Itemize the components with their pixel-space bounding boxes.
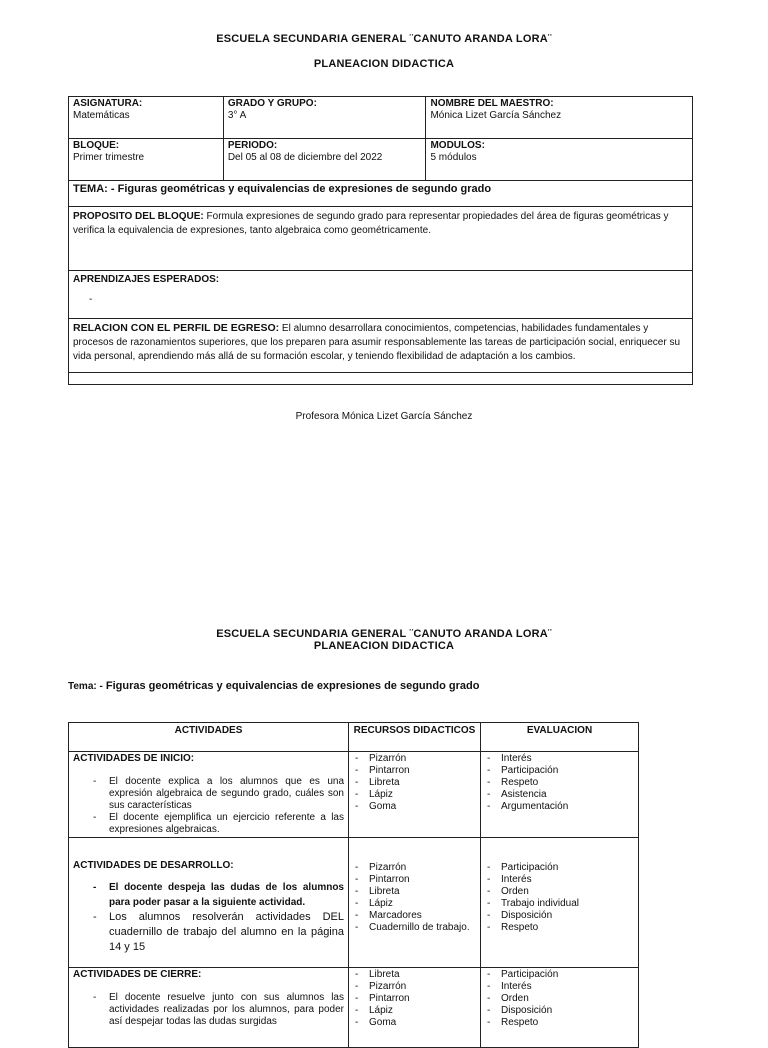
list-item: - Respeto xyxy=(485,922,634,934)
aprendizajes-row xyxy=(69,271,693,319)
asignatura-value: Matemáticas xyxy=(73,110,130,121)
list-item: - Goma xyxy=(353,801,476,813)
proposito-label: PROPOSITO DEL BLOQUE: xyxy=(73,211,204,222)
inicio-recursos xyxy=(353,753,476,813)
list-item: - Goma xyxy=(353,1017,476,1029)
relacion-value: El alumno desarrollara conocimientos, competencias, habilidades fundamentales y procesos de razonamientos superiores, que los preparen para asumir responsablemente las tareas de participación social, enriquecer su vida personal, aprendiendo más allá de su formación escolar, y teniendo flexibilidad de adaptación a los cambios. xyxy=(73,323,681,362)
asignatura-label: ASIGNATURA: xyxy=(73,98,143,109)
aprendizajes-value: - xyxy=(89,294,93,305)
list-item: - El docente resuelve junto con sus alumnos las actividades realizadas por los alumnos, para poder así despejar todas las dudas surgidas xyxy=(73,992,344,1028)
desarrollo-recursos-cell xyxy=(349,838,481,968)
tema-cell: TEMA: - Figuras geométricas y equivalencias de expresiones de segundo grado xyxy=(69,181,693,207)
modulos-value: 5 módulos xyxy=(430,152,477,163)
tema-row xyxy=(69,181,693,207)
empty-cell xyxy=(69,373,693,385)
inicio-evaluacion xyxy=(485,753,634,813)
tema-label: Tema: - xyxy=(68,681,103,692)
desarrollo-row xyxy=(69,838,639,968)
school-name-2: ESCUELA SECUNDARIA GENERAL ¨CANUTO ARANDA LORA¨ xyxy=(216,628,552,640)
list-item: - Interés xyxy=(485,981,634,993)
list-item: - El docente ejemplifica un ejercicio referente a las expresiones algebraicas. xyxy=(73,812,344,836)
desarrollo-evaluacion xyxy=(485,862,634,934)
periodo-cell xyxy=(223,139,426,181)
tema-value: Figuras geométricas y equivalencias de expresiones de segundo grado xyxy=(105,680,480,692)
maestro-label: NOMBRE DEL MAESTRO: xyxy=(430,98,554,109)
relacion-cell xyxy=(69,319,693,373)
inicio-activities-cell xyxy=(69,752,349,838)
inicio-evaluacion-cell xyxy=(481,752,639,838)
maestro-value: Mónica Lizet García Sánchez xyxy=(430,110,562,121)
relacion-label: RELACION CON EL PERFIL DE EGRESO: xyxy=(73,322,280,334)
relacion-row xyxy=(69,319,693,373)
cierre-evaluacion-cell xyxy=(481,968,639,1048)
grado-cell xyxy=(223,97,426,139)
list-item: - Argumentación xyxy=(485,801,634,813)
desarrollo-activities-cell xyxy=(69,838,349,968)
list-item: - Pizarrón xyxy=(353,862,476,874)
header-actividades: ACTIVIDADES xyxy=(69,723,349,752)
list-item: - Lápiz xyxy=(353,1005,476,1017)
cierre-row xyxy=(69,968,639,1048)
header-recursos: RECURSOS DIDACTICOS xyxy=(349,723,481,752)
list-item: - Asistencia xyxy=(485,789,634,801)
bloque-cell xyxy=(69,139,224,181)
list-item: - Pintarron xyxy=(353,874,476,886)
cierre-recursos-cell xyxy=(349,968,481,1048)
document-title: PLANEACION DIDACTICA xyxy=(313,58,455,70)
grado-label: GRADO Y GRUPO: xyxy=(227,98,317,109)
desarrollo-title: ACTIVIDADES DE DESARROLLO: xyxy=(73,860,234,871)
list-item: - Interés xyxy=(485,874,634,886)
cierre-title: ACTIVIDADES DE CIERRE: xyxy=(73,969,202,980)
list-item: - Disposición xyxy=(485,910,634,922)
list-item: - Trabajo individual xyxy=(485,898,634,910)
list-item: - Respeto xyxy=(485,777,634,789)
inicio-recursos-cell xyxy=(349,752,481,838)
inicio-row xyxy=(69,752,639,838)
list-item: - Marcadores xyxy=(353,910,476,922)
list-item: - Lápiz xyxy=(353,898,476,910)
proposito-row xyxy=(69,207,693,271)
asignatura-cell xyxy=(69,97,224,139)
cierre-recursos xyxy=(353,969,476,1029)
list-item: - Participación xyxy=(485,765,634,777)
periodo-value: Del 05 al 08 de diciembre del 2022 xyxy=(227,152,383,163)
desarrollo-recursos xyxy=(353,862,476,934)
list-item: - El docente despeja las dudas de los alumnos para poder pasar a la siguiente actividad. xyxy=(73,880,344,910)
desarrollo-evaluacion-cell xyxy=(481,838,639,968)
periodo-label: PERIODO: xyxy=(227,140,278,151)
maestro-cell xyxy=(426,97,693,139)
list-item: - Pintarron xyxy=(353,765,476,777)
list-item: - Participación xyxy=(485,969,634,981)
grado-value: 3° A xyxy=(227,110,247,121)
school-name: ESCUELA SECUNDARIA GENERAL ¨CANUTO ARANDA LORA¨ xyxy=(216,33,552,45)
bloque-value: Primer trimestre xyxy=(73,152,145,163)
list-item: - Pizarrón xyxy=(353,753,476,765)
proposito-value: Formula expresiones de segundo grado para representar propiedades del área de figuras geométricas y verifica la equivalencia de expresiones, tanto algebraica como geométricamente. xyxy=(73,211,669,236)
signature: Profesora Mónica Lizet García Sánchez xyxy=(295,411,473,422)
inicio-title: ACTIVIDADES DE INICIO: xyxy=(73,753,195,764)
info-row-2 xyxy=(69,139,693,181)
proposito-cell xyxy=(69,207,693,271)
list-item: - El docente explica a los alumnos que es una expresión algebraica de segundo grado, cuáles son sus características xyxy=(73,776,344,812)
aprendizajes-label: APRENDIZAJES ESPERADOS: xyxy=(73,274,220,285)
info-row-1 xyxy=(69,97,693,139)
document-title-2: PLANEACION DIDACTICA xyxy=(313,640,455,652)
list-item: - Libreta xyxy=(353,886,476,898)
list-item: - Orden xyxy=(485,993,634,1005)
aprendizajes-cell xyxy=(69,271,693,319)
tema-line xyxy=(68,680,479,692)
info-table xyxy=(68,96,693,385)
list-item: - Libreta xyxy=(353,969,476,981)
list-item: - Lápiz xyxy=(353,789,476,801)
empty-row xyxy=(69,373,693,385)
list-item: - Pintarron xyxy=(353,993,476,1005)
cierre-evaluacion xyxy=(485,969,634,1029)
modulos-cell xyxy=(426,139,693,181)
modulos-label: MODULOS: xyxy=(430,140,485,151)
list-item: - Los alumnos resolverán actividades DEL cuadernillo de trabajo del alumno en la página 14 y 15 xyxy=(73,910,344,955)
bloque-label: BLOQUE: xyxy=(73,140,120,151)
inicio-activities xyxy=(73,776,344,836)
list-item: - Pizarrón xyxy=(353,981,476,993)
list-item: - Interés xyxy=(485,753,634,765)
plan-header-row xyxy=(69,723,639,752)
desarrollo-activities xyxy=(73,880,344,955)
list-item: - Orden xyxy=(485,886,634,898)
cierre-activities-cell xyxy=(69,968,349,1048)
list-item: - Respeto xyxy=(485,1017,634,1029)
list-item: - Participación xyxy=(485,862,634,874)
list-item: - Libreta xyxy=(353,777,476,789)
list-item: - Disposición xyxy=(485,1005,634,1017)
header-evaluacion: EVALUACION xyxy=(481,723,639,752)
plan-table xyxy=(68,722,639,1048)
cierre-activities xyxy=(73,992,344,1028)
list-item: - Cuadernillo de trabajo. xyxy=(353,922,476,934)
